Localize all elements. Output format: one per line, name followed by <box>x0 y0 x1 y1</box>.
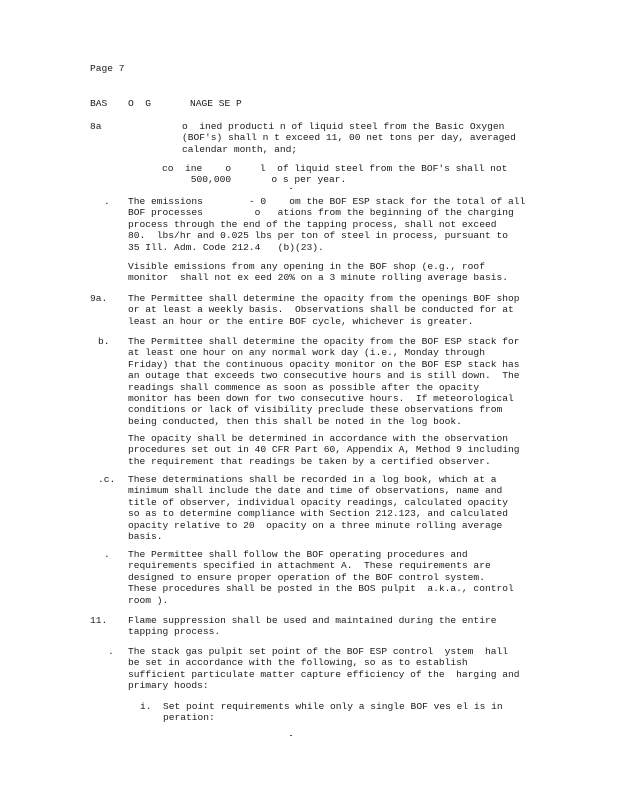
text-line: These determinations shall be recorded in a log book, which at a <box>128 474 497 485</box>
text-line: BOF processes o ations from the beginning of the charging <box>128 207 514 219</box>
item-text-8a-cont <box>162 163 507 186</box>
item-label-12-i: i. <box>140 701 152 712</box>
item-text-9b <box>128 336 520 427</box>
text-line: The emissions - 0 om the BOF ESP stack for the total of all <box>128 196 526 207</box>
text-line: These procedures shall be posted in the BOS pulpit a.k.a., control <box>128 583 514 595</box>
text-line: peration: <box>163 712 215 724</box>
text-line: be set in accordance with the following, so as to establish <box>128 657 468 669</box>
item-label-8a: 8a <box>90 121 102 132</box>
text-line: The opacity shall be determined in accordance with the observation <box>128 433 508 444</box>
text-line: process through the end of the tapping process, shall not exceed <box>128 218 497 230</box>
text-line: room ). <box>128 594 169 606</box>
text-line: tapping process. <box>128 626 221 638</box>
text-line: sufficient particulate matter capture efficiency of the harging and <box>128 668 520 680</box>
text-line: an outage that exceeds two consecutive hours and is still down. The <box>128 370 520 382</box>
text-line: Flame suppression shall be used and maintained during the entire <box>128 615 497 626</box>
text-line: designed to ensure proper operation of the BOF control system. <box>128 571 485 583</box>
text-line: or at least a weekly basis. Observations shall be conducted for at <box>128 304 514 316</box>
item-label-11: 11. <box>90 615 108 626</box>
text-line: opacity relative to 20 opacity on a three minute rolling average <box>128 519 503 531</box>
text-line: monitor has been down for two consecutive hours. If meteorological <box>128 393 514 405</box>
text-line: monitor shall not ex eed 20% on a 3 minute rolling average basis. <box>128 272 508 284</box>
text-line: The Permittee shall follow the BOF operating procedures and <box>128 549 468 560</box>
text-line: being conducted, then this shall be noted in the log book. <box>128 415 462 427</box>
item-text-b <box>128 196 525 253</box>
text-line: The Permittee shall determine the opacity from the BOF ESP stack for <box>128 336 520 347</box>
text-line: requirements specified in attachment A. These requirements are <box>128 560 491 572</box>
item-text-9b-para2 <box>128 433 520 467</box>
text-line: the requirement that readings be taken by a certified observer. <box>128 455 491 467</box>
page-label: Page 7 <box>90 63 125 74</box>
text-line: so as to determine compliance with Section 212.123, and calculated <box>128 508 508 520</box>
text-line: 500,000 o s per year. <box>162 174 347 186</box>
item-label-12: . <box>108 646 114 657</box>
text-line: (BOF's) shall n t exceed 11, 00 net tons per day, averaged <box>182 132 516 144</box>
text-line: primary hoods: <box>128 680 209 692</box>
speck <box>290 188 292 189</box>
speck <box>290 735 292 736</box>
item-text-10 <box>128 549 514 606</box>
text-line: 35 Ill. Adm. Code 212.4 (b)(23). <box>128 241 324 253</box>
text-line: Friday) that the continuous opacity monitor on the BOF ESP stack has <box>128 358 520 370</box>
text-line: o ined producti n of liquid steel from the Basic Oxygen <box>182 121 505 132</box>
text-line: title of observer, individual opacity readings, calculated opacity <box>128 496 508 508</box>
item-text-b-para2 <box>128 261 508 284</box>
item-text-9c <box>128 474 508 542</box>
text-line: conditions or lack of visibility preclude these observations from <box>128 404 503 416</box>
item-label-9c: .c. <box>98 474 116 485</box>
item-text-12-i <box>163 701 503 724</box>
item-text-9a <box>128 293 520 327</box>
text-line: The Permittee shall determine the opacity from the openings BOF shop <box>128 293 520 304</box>
item-text-11 <box>128 615 496 638</box>
text-line: readings shall commence as soon as possible after the opacity <box>128 381 480 393</box>
text-line: minimum shall include the date and time of observations, name and <box>128 485 503 497</box>
header-col-2: O G <box>128 98 152 109</box>
header-col-1: BAS <box>90 98 108 109</box>
text-line: calendar month, and; <box>182 143 298 155</box>
text-line: Set point requirements while only a single BOF ves el is in <box>163 701 503 712</box>
text-line: basis. <box>128 531 163 543</box>
item-text-12 <box>128 646 520 692</box>
item-text-8a <box>182 121 516 155</box>
text-line: co ine o l of liquid steel from the BOF's shall not <box>162 163 508 174</box>
text-line: procedures set out in 40 CFR Part 60, Appendix A, Method 9 including <box>128 444 520 456</box>
item-label-10: . <box>104 549 110 560</box>
text-line: 80. lbs/hr and 0.025 lbs per ton of steel in process, pursuant to <box>128 230 508 242</box>
header-col-3: NAGE SE P <box>190 98 242 109</box>
text-line: Visible emissions from any opening in the BOF shop (e.g., roof <box>128 261 485 272</box>
item-label-9b: b. <box>98 336 110 347</box>
item-label-b: . <box>104 196 110 207</box>
text-line: least an hour or the entire BOF cycle, whichever is greater. <box>128 315 474 327</box>
text-line: at least one hour on any normal work day (i.e., Monday through <box>128 347 485 359</box>
text-line: The stack gas pulpit set point of the BOF ESP control ystem hall <box>128 646 508 657</box>
item-label-9a: 9a. <box>90 293 108 304</box>
